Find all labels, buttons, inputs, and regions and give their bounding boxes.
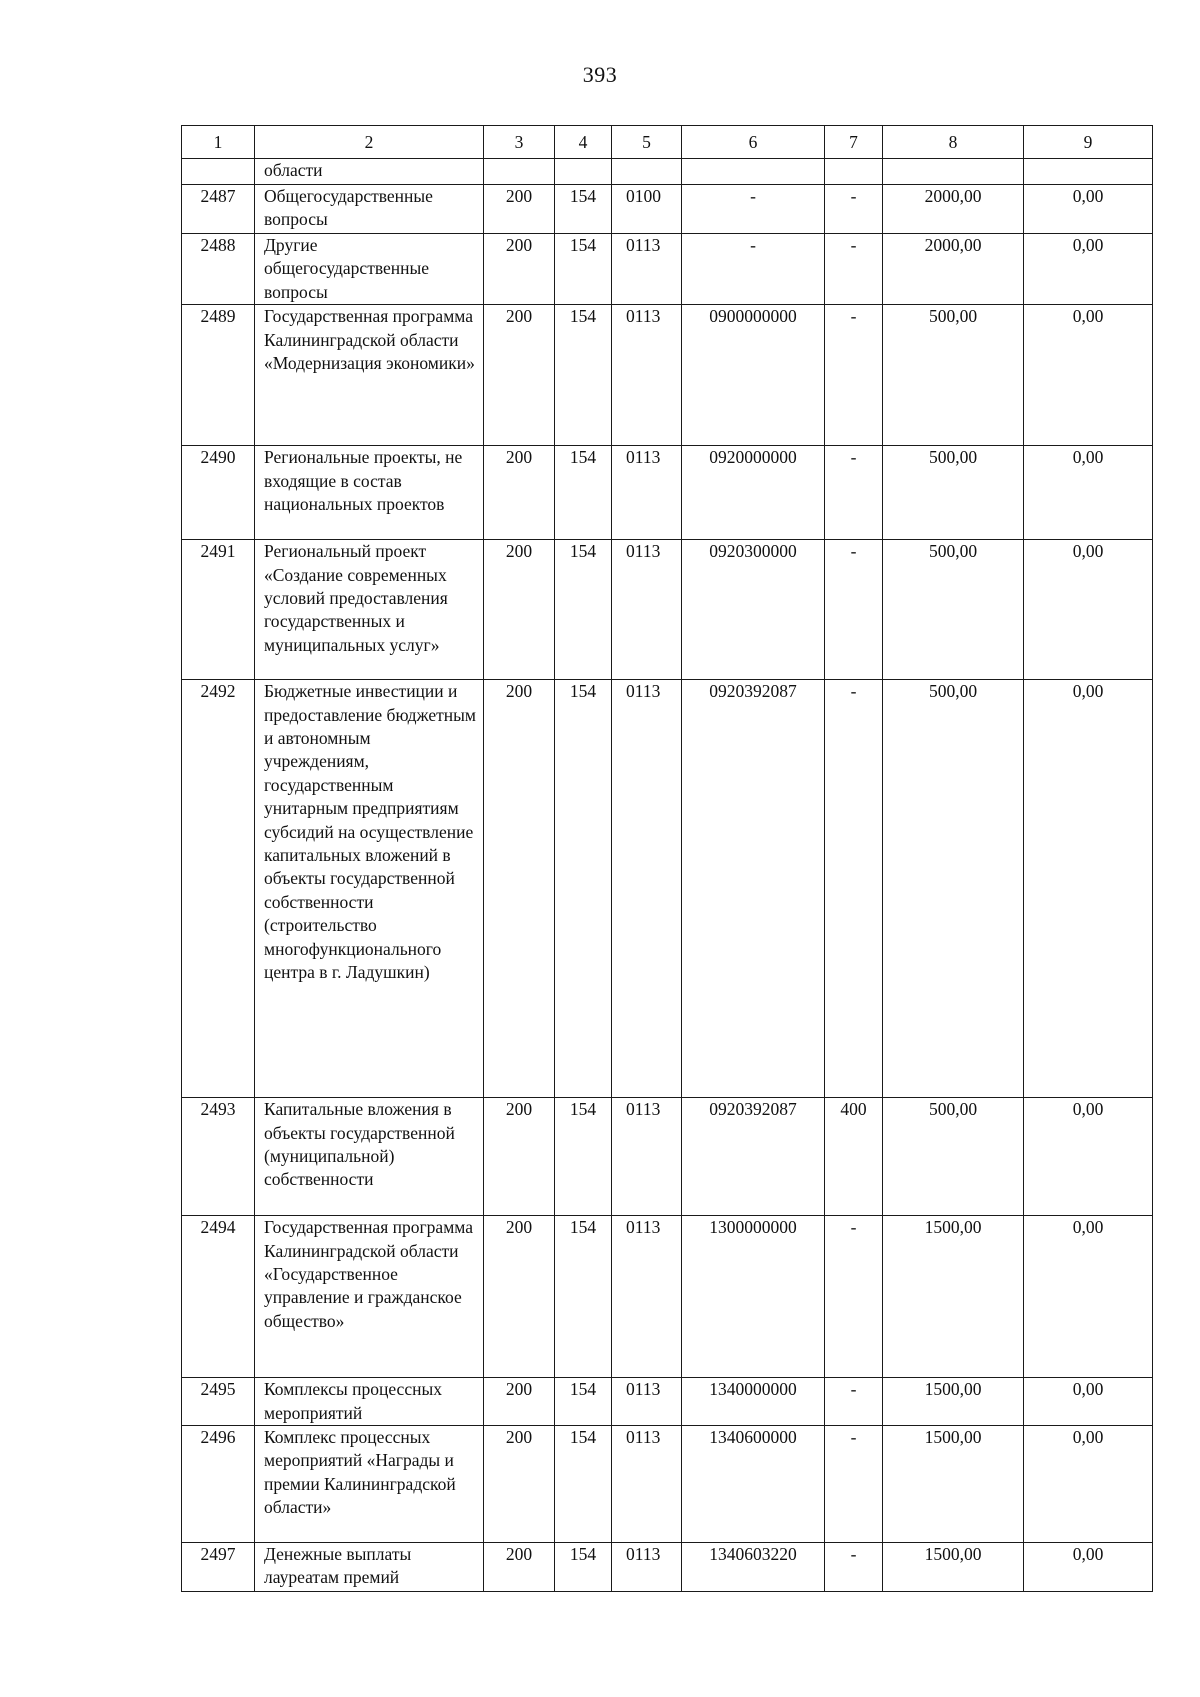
cell-col5: 0100	[612, 185, 682, 234]
row-name: Общегосударственные вопросы	[255, 185, 484, 234]
cell-col7: -	[825, 1378, 883, 1426]
cell-col3: 200	[484, 1098, 555, 1216]
table-row	[182, 446, 1153, 540]
row-name: Региональные проекты, не входящие в состав национальных проектов	[255, 446, 484, 540]
column-header: 6	[682, 126, 825, 159]
cell-col3: 200	[484, 185, 555, 234]
cell-col8: 500,00	[883, 446, 1024, 540]
cell-col4: 154	[555, 540, 612, 680]
cell-col4: 154	[555, 1216, 612, 1378]
row-number: 2497	[182, 1543, 255, 1592]
cell-col8: 500,00	[883, 1098, 1024, 1216]
cell-col4: 154	[555, 680, 612, 1098]
cell-col9: 0,00	[1024, 540, 1153, 680]
column-header: 4	[555, 126, 612, 159]
row-name: Государственная программа Калининградской области «Государственное управление и гражданское общество»	[255, 1216, 484, 1378]
cell-col7: -	[825, 305, 883, 446]
row-name: Региональный проект «Создание современных условий предоставления государственных и муниципальных услуг»	[255, 540, 484, 680]
budget-table	[181, 125, 1153, 1592]
cell-col7: 400	[825, 1098, 883, 1216]
cell-col7: -	[825, 1426, 883, 1543]
cell-col8: 500,00	[883, 540, 1024, 680]
row-name: Комплекс процессных мероприятий «Награды и премии Калининградской области»	[255, 1426, 484, 1543]
table-row	[182, 1543, 1153, 1592]
cell-col7: -	[825, 680, 883, 1098]
column-header: 5	[612, 126, 682, 159]
cell-col5: 0113	[612, 305, 682, 446]
cell-col8: 1500,00	[883, 1216, 1024, 1378]
cell-col3: 200	[484, 1378, 555, 1426]
cell-col8: 1500,00	[883, 1543, 1024, 1592]
table-row	[182, 185, 1153, 234]
cell-col5: 0113	[612, 540, 682, 680]
row-number: 2496	[182, 1426, 255, 1543]
row-name: Денежные выплаты лауреатам премий	[255, 1543, 484, 1592]
row-number: 2494	[182, 1216, 255, 1378]
cell-col9: 0,00	[1024, 446, 1153, 540]
column-header: 9	[1024, 126, 1153, 159]
cell-col5: 0113	[612, 1098, 682, 1216]
table-row	[182, 1426, 1153, 1543]
cell-col7: -	[825, 446, 883, 540]
cell-col7: -	[825, 1543, 883, 1592]
cell-col4: 154	[555, 1543, 612, 1592]
cell-col6	[682, 159, 825, 185]
cell-col9: 0,00	[1024, 1378, 1153, 1426]
cell-col6: 0920300000	[682, 540, 825, 680]
cell-col8	[883, 159, 1024, 185]
cell-col7: -	[825, 185, 883, 234]
cell-col7	[825, 159, 883, 185]
row-number: 2488	[182, 234, 255, 305]
cell-col5: 0113	[612, 1426, 682, 1543]
table-row	[182, 1098, 1153, 1216]
column-header: 1	[182, 126, 255, 159]
column-header: 7	[825, 126, 883, 159]
cell-col9: 0,00	[1024, 1426, 1153, 1543]
row-number	[182, 159, 255, 185]
cell-col5: 0113	[612, 1378, 682, 1426]
cell-col3: 200	[484, 446, 555, 540]
cell-col3: 200	[484, 1543, 555, 1592]
row-name: Комплексы процессных мероприятий	[255, 1378, 484, 1426]
cell-col9: 0,00	[1024, 234, 1153, 305]
cell-col7: -	[825, 540, 883, 680]
table-row	[182, 540, 1153, 680]
row-number: 2493	[182, 1098, 255, 1216]
row-name: Бюджетные инвестиции и предоставление бюджетным и автономным учреждениям, государственным унитарным предприятиям субсидий на осуществление капитальных вложений в объекты государственной собственности (строительство многофункционального центра в г. Ладушкин)	[255, 680, 484, 1098]
cell-col6: 1300000000	[682, 1216, 825, 1378]
cell-col6: 0920392087	[682, 1098, 825, 1216]
cell-col8: 2000,00	[883, 185, 1024, 234]
cell-col7: -	[825, 234, 883, 305]
cell-col3: 200	[484, 540, 555, 680]
cell-col9	[1024, 159, 1153, 185]
row-name: Государственная программа Калининградской области «Модернизация экономики»	[255, 305, 484, 446]
cell-col7: -	[825, 1216, 883, 1378]
cell-col4: 154	[555, 305, 612, 446]
column-header: 3	[484, 126, 555, 159]
cell-col3: 200	[484, 1426, 555, 1543]
cell-col3: 200	[484, 234, 555, 305]
row-name: Другие общегосударственные вопросы	[255, 234, 484, 305]
row-number: 2492	[182, 680, 255, 1098]
column-header: 8	[883, 126, 1024, 159]
cell-col4: 154	[555, 1378, 612, 1426]
row-number: 2495	[182, 1378, 255, 1426]
cell-col8: 500,00	[883, 305, 1024, 446]
table-row	[182, 234, 1153, 305]
cell-col4: 154	[555, 1098, 612, 1216]
cell-col5: 0113	[612, 234, 682, 305]
cell-col9: 0,00	[1024, 305, 1153, 446]
row-number: 2489	[182, 305, 255, 446]
cell-col8: 500,00	[883, 680, 1024, 1098]
cell-col8: 1500,00	[883, 1378, 1024, 1426]
cell-col9: 0,00	[1024, 1216, 1153, 1378]
cell-col9: 0,00	[1024, 680, 1153, 1098]
cell-col4: 154	[555, 1426, 612, 1543]
cell-col9: 0,00	[1024, 185, 1153, 234]
cell-col4	[555, 159, 612, 185]
table-row	[182, 159, 1153, 185]
page-number: 393	[582, 62, 618, 87]
header-row	[182, 126, 1153, 159]
table-row	[182, 680, 1153, 1098]
row-number: 2491	[182, 540, 255, 680]
cell-col3: 200	[484, 680, 555, 1098]
cell-col6: -	[682, 185, 825, 234]
cell-col9: 0,00	[1024, 1543, 1153, 1592]
cell-col9: 0,00	[1024, 1098, 1153, 1216]
cell-col3	[484, 159, 555, 185]
cell-col5: 0113	[612, 1543, 682, 1592]
cell-col5: 0113	[612, 680, 682, 1098]
cell-col4: 154	[555, 185, 612, 234]
cell-col6: 0920392087	[682, 680, 825, 1098]
row-name: области	[255, 159, 484, 185]
table-row	[182, 305, 1153, 446]
cell-col5: 0113	[612, 1216, 682, 1378]
cell-col6: 0900000000	[682, 305, 825, 446]
cell-col6: 1340600000	[682, 1426, 825, 1543]
row-name: Капитальные вложения в объекты государственной (муниципальной) собственности	[255, 1098, 484, 1216]
cell-col6: -	[682, 234, 825, 305]
cell-col3: 200	[484, 1216, 555, 1378]
cell-col5	[612, 159, 682, 185]
cell-col4: 154	[555, 446, 612, 540]
cell-col3: 200	[484, 305, 555, 446]
column-header: 2	[255, 126, 484, 159]
row-number: 2487	[182, 185, 255, 234]
cell-col6: 1340000000	[682, 1378, 825, 1426]
cell-col8: 1500,00	[883, 1426, 1024, 1543]
cell-col5: 0113	[612, 446, 682, 540]
cell-col4: 154	[555, 234, 612, 305]
table-row	[182, 1378, 1153, 1426]
cell-col6: 0920000000	[682, 446, 825, 540]
cell-col8: 2000,00	[883, 234, 1024, 305]
row-number: 2490	[182, 446, 255, 540]
cell-col6: 1340603220	[682, 1543, 825, 1592]
table-row	[182, 1216, 1153, 1378]
